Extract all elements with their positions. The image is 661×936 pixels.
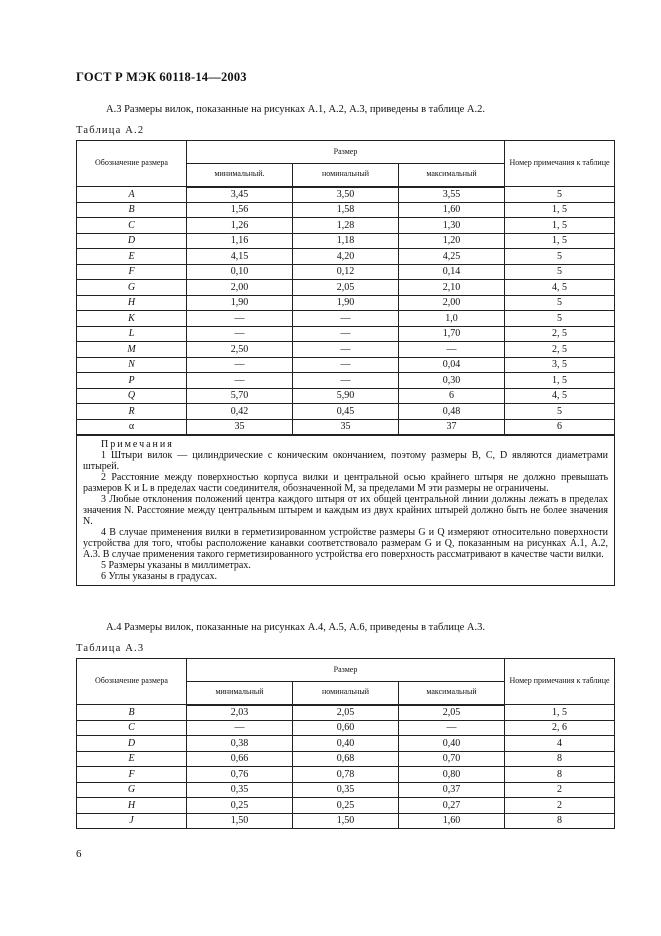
note-5: 5 Размеры указаны в миллиметрах. bbox=[101, 559, 251, 571]
cell-designation: A bbox=[77, 187, 187, 203]
cell-min: 0,66 bbox=[187, 751, 293, 767]
cell-nom: — bbox=[293, 373, 399, 389]
header-min: минимальный bbox=[187, 682, 293, 705]
cell-min: 1,50 bbox=[187, 813, 293, 829]
note-4: 4 В случае применения вилки в герметизированном устройстве размеры G и Q измеряют относительно поверхности устройства для того, чтобы расположение канавки соответствовало размерам G и Q, показанным на рисунках А.1, А.2, А.3. В случае применения такого герметизированного устройства его поверхность рассматривают в качестве части вилки. bbox=[83, 526, 609, 560]
cell-note: 2, 5 bbox=[505, 326, 615, 342]
table-a2-notes bbox=[77, 435, 615, 586]
cell-note: 1, 5 bbox=[505, 202, 615, 218]
cell-designation: H bbox=[77, 798, 187, 814]
table-row bbox=[77, 264, 615, 280]
cell-designation: α bbox=[77, 419, 187, 435]
cell-max: 0,48 bbox=[399, 404, 505, 420]
table-row bbox=[77, 202, 615, 218]
cell-min: — bbox=[187, 373, 293, 389]
table-row bbox=[77, 311, 615, 327]
cell-max: 1,20 bbox=[399, 233, 505, 249]
table-row bbox=[77, 373, 615, 389]
cell-min: 5,70 bbox=[187, 388, 293, 404]
cell-nom: 5,90 bbox=[293, 388, 399, 404]
page-number: 6 bbox=[76, 848, 82, 860]
cell-nom: — bbox=[293, 326, 399, 342]
header-min: минимальный. bbox=[187, 164, 293, 187]
cell-note: 5 bbox=[505, 404, 615, 420]
table-row bbox=[77, 736, 615, 752]
cell-designation: D bbox=[77, 736, 187, 752]
cell-nom: 0,45 bbox=[293, 404, 399, 420]
cell-min: 1,56 bbox=[187, 202, 293, 218]
cell-nom: 1,90 bbox=[293, 295, 399, 311]
cell-designation: L bbox=[77, 326, 187, 342]
cell-designation: D bbox=[77, 233, 187, 249]
cell-nom: 1,28 bbox=[293, 218, 399, 234]
cell-min: 0,76 bbox=[187, 767, 293, 783]
cell-max: 0,70 bbox=[399, 751, 505, 767]
header-nom: номинальный bbox=[293, 164, 399, 187]
table-row bbox=[77, 342, 615, 358]
cell-nom: 0,60 bbox=[293, 720, 399, 736]
cell-min: 2,50 bbox=[187, 342, 293, 358]
cell-designation: G bbox=[77, 782, 187, 798]
cell-designation: C bbox=[77, 720, 187, 736]
cell-designation: F bbox=[77, 264, 187, 280]
cell-nom: 1,18 bbox=[293, 233, 399, 249]
cell-max: — bbox=[399, 342, 505, 358]
cell-nom: 0,40 bbox=[293, 736, 399, 752]
table-row bbox=[77, 419, 615, 435]
cell-designation: F bbox=[77, 767, 187, 783]
header-size: Размер bbox=[187, 141, 505, 164]
cell-max: 1,30 bbox=[399, 218, 505, 234]
cell-note: 1, 5 bbox=[505, 218, 615, 234]
cell-min: 0,35 bbox=[187, 782, 293, 798]
cell-designation: B bbox=[77, 202, 187, 218]
cell-note: 4, 5 bbox=[505, 280, 615, 296]
cell-nom: 0,78 bbox=[293, 767, 399, 783]
table-row bbox=[77, 798, 615, 814]
cell-min: 3,45 bbox=[187, 187, 293, 203]
cell-designation: K bbox=[77, 311, 187, 327]
cell-designation: E bbox=[77, 751, 187, 767]
cell-min: — bbox=[187, 357, 293, 373]
cell-max: 1,0 bbox=[399, 311, 505, 327]
cell-min: 0,10 bbox=[187, 264, 293, 280]
cell-note: 2, 5 bbox=[505, 342, 615, 358]
cell-max: 0,27 bbox=[399, 798, 505, 814]
cell-max: 3,55 bbox=[399, 187, 505, 203]
table-row bbox=[77, 280, 615, 296]
cell-max: 2,10 bbox=[399, 280, 505, 296]
header-designation: Обозначение размера bbox=[77, 659, 187, 705]
cell-designation: N bbox=[77, 357, 187, 373]
cell-note: 1, 5 bbox=[505, 373, 615, 389]
header-note-number: Номер примечания к таблице bbox=[505, 141, 615, 187]
table-row bbox=[77, 326, 615, 342]
cell-min: 0,42 bbox=[187, 404, 293, 420]
table-a2 bbox=[76, 140, 615, 586]
header-max: максимальный bbox=[399, 164, 505, 187]
cell-nom: 0,25 bbox=[293, 798, 399, 814]
cell-nom: 0,12 bbox=[293, 264, 399, 280]
cell-min: 35 bbox=[187, 419, 293, 435]
cell-note: 8 bbox=[505, 751, 615, 767]
cell-note: 8 bbox=[505, 813, 615, 829]
cell-max: 1,60 bbox=[399, 813, 505, 829]
cell-nom: 4,20 bbox=[293, 249, 399, 265]
cell-min: 0,25 bbox=[187, 798, 293, 814]
cell-max: 0,14 bbox=[399, 264, 505, 280]
header-max: максимальный bbox=[399, 682, 505, 705]
cell-designation: B bbox=[77, 705, 187, 721]
cell-max: 0,04 bbox=[399, 357, 505, 373]
cell-nom: — bbox=[293, 311, 399, 327]
cell-max: 2,00 bbox=[399, 295, 505, 311]
cell-note: 5 bbox=[505, 249, 615, 265]
cell-nom: 0,68 bbox=[293, 751, 399, 767]
cell-note: 8 bbox=[505, 767, 615, 783]
note-6: 6 Углы указаны в градусах. bbox=[101, 570, 217, 582]
cell-max: 0,30 bbox=[399, 373, 505, 389]
cell-nom: 2,05 bbox=[293, 280, 399, 296]
cell-min: 2,00 bbox=[187, 280, 293, 296]
cell-note: 5 bbox=[505, 187, 615, 203]
cell-max: 1,60 bbox=[399, 202, 505, 218]
cell-note: 5 bbox=[505, 311, 615, 327]
note-2: 2 Расстояние между поверхностью корпуса вилки и центральной осью крайнего штыря не должно превышать размеров K и L в пределах части соединителя, обозначенной M, за пределами M эти размеры не ограничены. bbox=[83, 471, 609, 494]
cell-note: 4 bbox=[505, 736, 615, 752]
cell-nom: — bbox=[293, 357, 399, 373]
header-nom: номинальный bbox=[293, 682, 399, 705]
cell-nom: 35 bbox=[293, 419, 399, 435]
table-row bbox=[77, 782, 615, 798]
notes-title: Примечания bbox=[101, 438, 174, 450]
cell-designation: G bbox=[77, 280, 187, 296]
header-size: Размер bbox=[187, 659, 505, 682]
table-row bbox=[77, 249, 615, 265]
cell-nom: 1,50 bbox=[293, 813, 399, 829]
cell-nom: — bbox=[293, 342, 399, 358]
cell-max: 37 bbox=[399, 419, 505, 435]
cell-nom: 3,50 bbox=[293, 187, 399, 203]
cell-max: — bbox=[399, 720, 505, 736]
table-row bbox=[77, 767, 615, 783]
header-designation: Обозначение размера bbox=[77, 141, 187, 187]
cell-note: 1, 5 bbox=[505, 705, 615, 721]
table-row bbox=[77, 813, 615, 829]
table-row bbox=[77, 187, 615, 203]
cell-min: — bbox=[187, 311, 293, 327]
table-a3-label: Таблица А.3 bbox=[76, 643, 145, 654]
cell-note: 5 bbox=[505, 295, 615, 311]
cell-note: 5 bbox=[505, 264, 615, 280]
table-row bbox=[77, 295, 615, 311]
table-row bbox=[77, 388, 615, 404]
cell-min: 2,03 bbox=[187, 705, 293, 721]
cell-note: 1, 5 bbox=[505, 233, 615, 249]
cell-max: 0,37 bbox=[399, 782, 505, 798]
cell-min: — bbox=[187, 720, 293, 736]
cell-designation: C bbox=[77, 218, 187, 234]
cell-max: 0,40 bbox=[399, 736, 505, 752]
cell-designation: J bbox=[77, 813, 187, 829]
cell-min: 4,15 bbox=[187, 249, 293, 265]
table-row bbox=[77, 233, 615, 249]
cell-min: 1,16 bbox=[187, 233, 293, 249]
paragraph-a4: А.4 Размеры вилок, показанные на рисунках А.4, А.5, А.6, приведены в таблице А.3. bbox=[106, 622, 485, 633]
cell-max: 0,80 bbox=[399, 767, 505, 783]
table-a2-label: Таблица А.2 bbox=[76, 125, 145, 136]
table-row bbox=[77, 720, 615, 736]
cell-designation: P bbox=[77, 373, 187, 389]
cell-note: 2, 6 bbox=[505, 720, 615, 736]
cell-nom: 1,58 bbox=[293, 202, 399, 218]
cell-max: 4,25 bbox=[399, 249, 505, 265]
cell-max: 1,70 bbox=[399, 326, 505, 342]
cell-note: 2 bbox=[505, 798, 615, 814]
cell-max: 2,05 bbox=[399, 705, 505, 721]
cell-designation: H bbox=[77, 295, 187, 311]
note-1: 1 Штыри вилок — цилиндрические с коническим окончанием, поэтому размеры B, C, D являются диаметрами штырей. bbox=[83, 449, 609, 472]
cell-nom: 2,05 bbox=[293, 705, 399, 721]
cell-nom: 0,35 bbox=[293, 782, 399, 798]
cell-min: 0,38 bbox=[187, 736, 293, 752]
table-row bbox=[77, 357, 615, 373]
cell-note: 4, 5 bbox=[505, 388, 615, 404]
table-row bbox=[77, 705, 615, 721]
table-a3 bbox=[76, 658, 615, 829]
cell-min: 1,90 bbox=[187, 295, 293, 311]
table-row bbox=[77, 751, 615, 767]
table-row bbox=[77, 218, 615, 234]
cell-note: 3, 5 bbox=[505, 357, 615, 373]
cell-max: 6 bbox=[399, 388, 505, 404]
header-note-number: Номер примечания к таблице bbox=[505, 659, 615, 705]
document-header: ГОСТ Р МЭК 60118-14—2003 bbox=[76, 70, 247, 84]
paragraph-a3: А.3 Размеры вилок, показанные на рисунках А.1, А.2, А.3, приведены в таблице А.2. bbox=[106, 104, 485, 115]
table-row bbox=[77, 404, 615, 420]
note-3: 3 Любые отклонения положений центра каждого штыря от их общей центральной линии должны лежать в пределах значения N. Расстояние между центральным штырем и каждым из двух крайних штырей должно быть не более значения N. bbox=[83, 493, 609, 527]
cell-designation: M bbox=[77, 342, 187, 358]
cell-note: 6 bbox=[505, 419, 615, 435]
cell-min: — bbox=[187, 326, 293, 342]
cell-note: 2 bbox=[505, 782, 615, 798]
cell-designation: R bbox=[77, 404, 187, 420]
cell-min: 1,26 bbox=[187, 218, 293, 234]
cell-designation: Q bbox=[77, 388, 187, 404]
cell-designation: E bbox=[77, 249, 187, 265]
